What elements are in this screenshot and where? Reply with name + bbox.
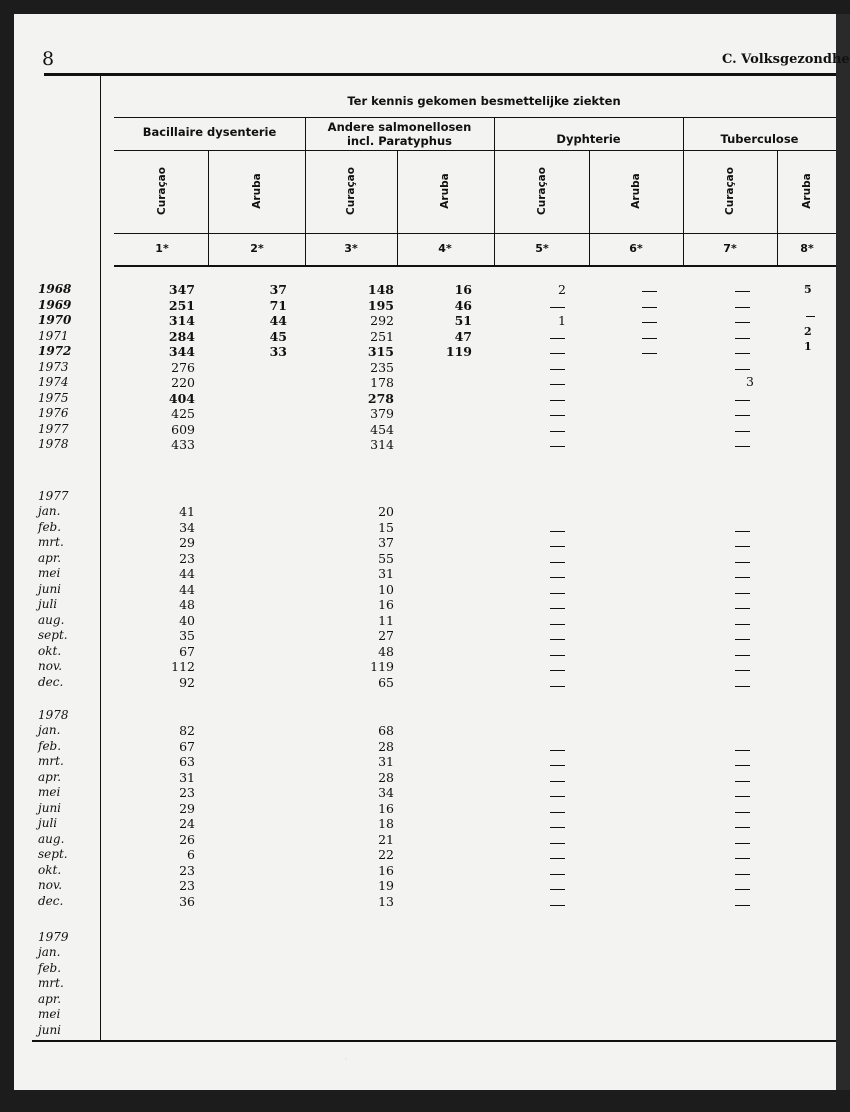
column-name-5: Curaçao	[536, 167, 548, 215]
dash-tuberculosis-curacao	[735, 686, 750, 687]
value-salmonella-curacao: 11	[378, 612, 394, 628]
year-label-1974: 1974	[38, 375, 69, 389]
month-label: sept.	[38, 847, 68, 861]
dash-diphtheria-curacao	[550, 446, 565, 447]
group-header-salmonella-1: Andere salmonellosen	[327, 120, 472, 134]
value-dysentery-curacao: 314	[168, 313, 195, 328]
value-salmonella-curacao: 195	[367, 297, 394, 313]
value-salmonella-curacao: 27	[378, 628, 394, 643]
column-number-3: 3*	[344, 242, 358, 255]
column-name-2: Aruba	[251, 173, 263, 209]
dash-diphtheria-aruba	[642, 307, 657, 308]
value-dysentery-curacao: 48	[179, 597, 195, 612]
value-salmonella-aruba: 51	[454, 313, 472, 328]
month-label: nov.	[38, 878, 63, 892]
value-salmonella-curacao: 178	[370, 375, 394, 390]
column-number-5: 5*	[535, 242, 549, 255]
value-salmonella-curacao: 13	[378, 893, 394, 909]
month-label: aug.	[38, 831, 65, 846]
value-dysentery-curacao: 344	[168, 344, 195, 359]
month-label: sept.	[38, 628, 68, 642]
dash-diphtheria-curacao	[550, 593, 565, 594]
year-label-1975: 1975	[38, 390, 69, 405]
dash-diphtheria-aruba	[642, 322, 657, 323]
value-salmonella-curacao: 37	[378, 535, 394, 550]
value-dysentery-curacao: 44	[179, 566, 195, 581]
value-dysentery-curacao: 112	[171, 659, 195, 674]
dash-tuberculosis-curacao	[735, 415, 750, 416]
dash-diphtheria-curacao	[550, 765, 565, 766]
value-salmonella-curacao: 148	[367, 282, 394, 297]
value-salmonella-curacao: 119	[370, 659, 394, 674]
dash-tuberculosis-curacao	[735, 322, 750, 323]
value-dysentery-curacao: 40	[179, 612, 195, 628]
month-label: nov.	[38, 659, 63, 673]
dash-tuberculosis-curacao	[735, 765, 750, 766]
section-title: C. Volksgezondhe	[722, 52, 850, 67]
value-salmonella-curacao: 55	[378, 550, 394, 566]
value-dysentery-curacao: 36	[179, 893, 195, 909]
value-dysentery-curacao: 26	[179, 831, 195, 847]
value-salmonella-curacao: 68	[378, 723, 394, 738]
dash-diphtheria-curacao	[550, 750, 565, 751]
month-label: mei	[38, 566, 61, 580]
month-label: mrt.	[38, 535, 64, 549]
value-dysentery-curacao: 63	[179, 754, 195, 769]
month-label: juni	[38, 1022, 62, 1037]
dash-diphtheria-curacao	[550, 781, 565, 782]
value-salmonella-curacao: 278	[367, 390, 394, 406]
month-label: mrt.	[38, 976, 64, 990]
month-label: feb.	[38, 519, 62, 534]
dash-tuberculosis-curacao	[735, 369, 750, 370]
value-salmonella-aruba: 119	[445, 344, 472, 359]
dash-tuberculosis-curacao	[735, 400, 750, 401]
value-dysentery-curacao: 34	[179, 519, 195, 535]
value-salmonella-curacao: 22	[378, 847, 394, 862]
value-salmonella-curacao: 31	[378, 754, 394, 769]
value-tuberculosis-aruba: 5	[804, 283, 812, 296]
col-divider-5	[589, 150, 590, 266]
value-dysentery-curacao: 347	[168, 282, 195, 297]
col-divider-7	[777, 150, 778, 266]
value-dysentery-curacao: 220	[171, 375, 195, 390]
binding-edge	[836, 14, 850, 1090]
dash-tuberculosis-curacao	[735, 577, 750, 578]
paper-sheet	[14, 14, 850, 1090]
top-rule	[44, 73, 836, 76]
value-dysentery-aruba: 37	[269, 282, 287, 297]
dash-diphtheria-curacao	[550, 369, 565, 370]
dash-tuberculosis-curacao	[735, 307, 750, 308]
dash-diphtheria-curacao	[550, 905, 565, 906]
dash-tuberculosis-curacao	[735, 858, 750, 859]
month-label: mei	[38, 1007, 61, 1021]
value-salmonella-curacao: 314	[370, 437, 394, 452]
dash-diphtheria-curacao	[550, 796, 565, 797]
dash-diphtheria-curacao	[550, 608, 565, 609]
dash-tuberculosis-curacao	[735, 431, 750, 432]
value-dysentery-curacao: 23	[179, 862, 195, 878]
stub-divider	[100, 76, 101, 1040]
value-dysentery-curacao: 82	[179, 723, 195, 738]
bleed-through: .	[344, 1054, 349, 1069]
block-year-label-1979: 1979	[38, 930, 69, 944]
column-name-8: Aruba	[801, 173, 813, 209]
dash-tuberculosis-curacao	[735, 593, 750, 594]
value-dysentery-aruba: 71	[269, 297, 287, 313]
dash-diphtheria-aruba	[642, 291, 657, 292]
column-number-8: 8*	[800, 242, 814, 255]
value-salmonella-aruba: 47	[454, 328, 472, 344]
dash-diphtheria-curacao	[550, 531, 565, 532]
year-label-1977: 1977	[38, 421, 69, 436]
dash-diphtheria-curacao	[550, 384, 565, 385]
month-label: apr.	[38, 550, 62, 565]
value-salmonella-curacao: 28	[378, 769, 394, 785]
bottom-rule	[32, 1040, 836, 1042]
value-dysentery-curacao: 92	[179, 674, 195, 690]
value-salmonella-curacao: 20	[378, 504, 394, 519]
value-tuberculosis-curacao: 3	[746, 374, 754, 389]
dash-diphtheria-curacao	[550, 639, 565, 640]
dash-diphtheria-curacao	[550, 812, 565, 813]
dash-diphtheria-curacao	[550, 353, 565, 354]
dash-diphtheria-curacao	[550, 562, 565, 563]
dash-tuberculosis-curacao	[735, 446, 750, 447]
dash-tuberculosis-curacao	[735, 353, 750, 354]
year-label-1978: 1978	[38, 437, 69, 451]
dash-diphtheria-curacao	[550, 546, 565, 547]
value-salmonella-curacao: 454	[370, 421, 394, 437]
value-dysentery-curacao: 67	[179, 738, 195, 754]
month-label: feb.	[38, 738, 62, 753]
dash-tuberculosis-curacao	[735, 796, 750, 797]
month-label: dec.	[38, 893, 64, 908]
column-name-7: Curaçao	[724, 167, 736, 215]
value-dysentery-curacao: 284	[168, 328, 195, 344]
month-label: jan.	[38, 945, 61, 959]
month-label: okt.	[38, 862, 62, 877]
value-dysentery-curacao: 251	[168, 297, 195, 313]
dash-diphtheria-aruba	[642, 353, 657, 354]
dash-tuberculosis-curacao	[735, 291, 750, 292]
value-dysentery-curacao: 35	[179, 628, 195, 643]
dash-diphtheria-curacao	[550, 307, 565, 308]
group-header-dysentery: Bacillaire dysenterie	[142, 125, 277, 139]
value-salmonella-curacao: 28	[378, 738, 394, 754]
value-dysentery-curacao: 23	[179, 785, 195, 800]
value-dysentery-curacao: 23	[179, 550, 195, 566]
group-header-tuberculosis: Tuberculose	[720, 132, 799, 146]
dash-tuberculosis-aruba	[806, 316, 815, 317]
dash-diphtheria-curacao	[550, 858, 565, 859]
month-label: juni	[38, 581, 62, 596]
dash-tuberculosis-curacao	[735, 639, 750, 640]
value-dysentery-curacao: 433	[171, 437, 195, 452]
value-salmonella-curacao: 15	[378, 519, 394, 535]
dash-tuberculosis-curacao	[735, 781, 750, 782]
month-label: aug.	[38, 612, 65, 627]
column-number-2: 2*	[250, 242, 264, 255]
dash-diphtheria-curacao	[550, 827, 565, 828]
column-number-6: 6*	[629, 242, 643, 255]
col-divider-3	[397, 150, 398, 266]
value-tuberculosis-aruba: 1	[804, 340, 812, 354]
value-dysentery-curacao: 23	[179, 878, 195, 893]
dash-diphtheria-curacao	[550, 889, 565, 890]
value-diphtheria-curacao: 1	[558, 313, 566, 328]
page-number: 8	[42, 48, 55, 70]
block-year-label-1978: 1978	[38, 708, 69, 722]
year-label-1968: 1968	[38, 282, 72, 296]
value-dysentery-curacao: 67	[179, 643, 195, 659]
dash-tuberculosis-curacao	[735, 655, 750, 656]
dash-diphtheria-curacao	[550, 686, 565, 687]
dash-diphtheria-curacao	[550, 843, 565, 844]
dash-tuberculosis-curacao	[735, 843, 750, 844]
column-number-1: 1*	[155, 242, 169, 255]
value-salmonella-curacao: 379	[370, 406, 394, 421]
value-dysentery-curacao: 29	[179, 800, 195, 816]
value-salmonella-curacao: 34	[378, 785, 394, 800]
value-dysentery-curacao: 609	[171, 421, 195, 437]
value-tuberculosis-aruba: 2	[804, 324, 812, 338]
col-divider-1	[208, 150, 209, 266]
year-label-1976: 1976	[38, 406, 69, 420]
value-dysentery-curacao: 31	[179, 769, 195, 785]
month-label: mrt.	[38, 754, 64, 768]
month-label: okt.	[38, 643, 62, 658]
column-name-1: Curaçao	[156, 167, 168, 215]
dash-tuberculosis-curacao	[735, 827, 750, 828]
dash-diphtheria-curacao	[550, 338, 565, 339]
value-salmonella-aruba: 46	[454, 297, 472, 313]
dash-tuberculosis-curacao	[735, 670, 750, 671]
value-salmonella-curacao: 19	[378, 878, 394, 893]
month-label: jan.	[38, 723, 61, 737]
dash-tuberculosis-curacao	[735, 338, 750, 339]
column-number-7: 7*	[723, 242, 737, 255]
value-salmonella-aruba: 16	[454, 282, 472, 297]
value-salmonella-curacao: 251	[370, 328, 394, 344]
group-header-salmonella-2: incl. Paratyphus	[346, 134, 453, 148]
dash-tuberculosis-curacao	[735, 608, 750, 609]
month-label: juli	[38, 597, 58, 611]
value-salmonella-curacao: 21	[378, 831, 394, 847]
value-dysentery-curacao: 29	[179, 535, 195, 550]
value-salmonella-curacao: 16	[378, 800, 394, 816]
value-dysentery-curacao: 24	[179, 816, 195, 831]
column-name-4: Aruba	[439, 173, 451, 209]
value-dysentery-curacao: 276	[171, 359, 195, 375]
month-label: juli	[38, 816, 58, 830]
dash-tuberculosis-curacao	[735, 812, 750, 813]
year-label-1971: 1971	[38, 328, 69, 343]
value-dysentery-curacao: 44	[179, 581, 195, 597]
column-name-6: Aruba	[630, 173, 642, 209]
dash-diphtheria-curacao	[550, 400, 565, 401]
month-label: apr.	[38, 769, 62, 784]
month-label: feb.	[38, 960, 62, 975]
value-salmonella-curacao: 31	[378, 566, 394, 581]
dash-tuberculosis-curacao	[735, 905, 750, 906]
block-year-label-1977: 1977	[38, 489, 69, 503]
dash-diphtheria-curacao	[550, 415, 565, 416]
value-salmonella-curacao: 10	[378, 581, 394, 597]
month-label: jan.	[38, 504, 61, 518]
year-label-1970: 1970	[38, 313, 72, 327]
value-dysentery-curacao: 404	[168, 390, 195, 406]
value-salmonella-curacao: 18	[378, 816, 394, 831]
year-label-1973: 1973	[38, 359, 69, 374]
header-rule-main	[114, 117, 836, 118]
value-salmonella-curacao: 16	[378, 597, 394, 612]
value-dysentery-aruba: 33	[269, 344, 287, 359]
value-salmonella-curacao: 292	[370, 313, 394, 328]
main-header: Ter kennis gekomen besmettelijke ziekten	[347, 94, 621, 108]
month-label: dec.	[38, 674, 64, 689]
dash-diphtheria-curacao	[550, 624, 565, 625]
value-salmonella-curacao: 16	[378, 862, 394, 878]
dash-diphtheria-curacao	[550, 577, 565, 578]
dash-tuberculosis-curacao	[735, 874, 750, 875]
value-salmonella-curacao: 48	[378, 643, 394, 659]
dash-tuberculosis-curacao	[735, 889, 750, 890]
value-dysentery-curacao: 6	[187, 847, 195, 862]
header-rule-bottom	[114, 265, 836, 267]
group-header-diphtheria: Dyphterie	[556, 132, 621, 146]
value-salmonella-curacao: 235	[370, 359, 394, 375]
dash-diphtheria-aruba	[642, 338, 657, 339]
value-diphtheria-curacao: 2	[558, 282, 566, 297]
year-label-1972: 1972	[38, 344, 72, 358]
value-salmonella-curacao: 65	[378, 674, 394, 690]
dash-diphtheria-curacao	[550, 670, 565, 671]
column-number-4: 4*	[438, 242, 452, 255]
value-dysentery-aruba: 45	[269, 328, 287, 344]
dash-tuberculosis-curacao	[735, 624, 750, 625]
dash-tuberculosis-curacao	[735, 750, 750, 751]
value-dysentery-curacao: 41	[179, 504, 195, 519]
month-label: apr.	[38, 991, 62, 1006]
dash-tuberculosis-curacao	[735, 546, 750, 547]
month-label: juni	[38, 800, 62, 815]
dash-diphtheria-curacao	[550, 874, 565, 875]
dash-tuberculosis-curacao	[735, 562, 750, 563]
year-label-1969: 1969	[38, 297, 72, 312]
value-salmonella-curacao: 315	[367, 344, 394, 359]
column-name-3: Curaçao	[345, 167, 357, 215]
value-dysentery-curacao: 425	[171, 406, 195, 421]
dash-diphtheria-curacao	[550, 655, 565, 656]
value-dysentery-aruba: 44	[269, 313, 287, 328]
dash-diphtheria-curacao	[550, 431, 565, 432]
month-label: mei	[38, 785, 61, 799]
dash-tuberculosis-curacao	[735, 531, 750, 532]
